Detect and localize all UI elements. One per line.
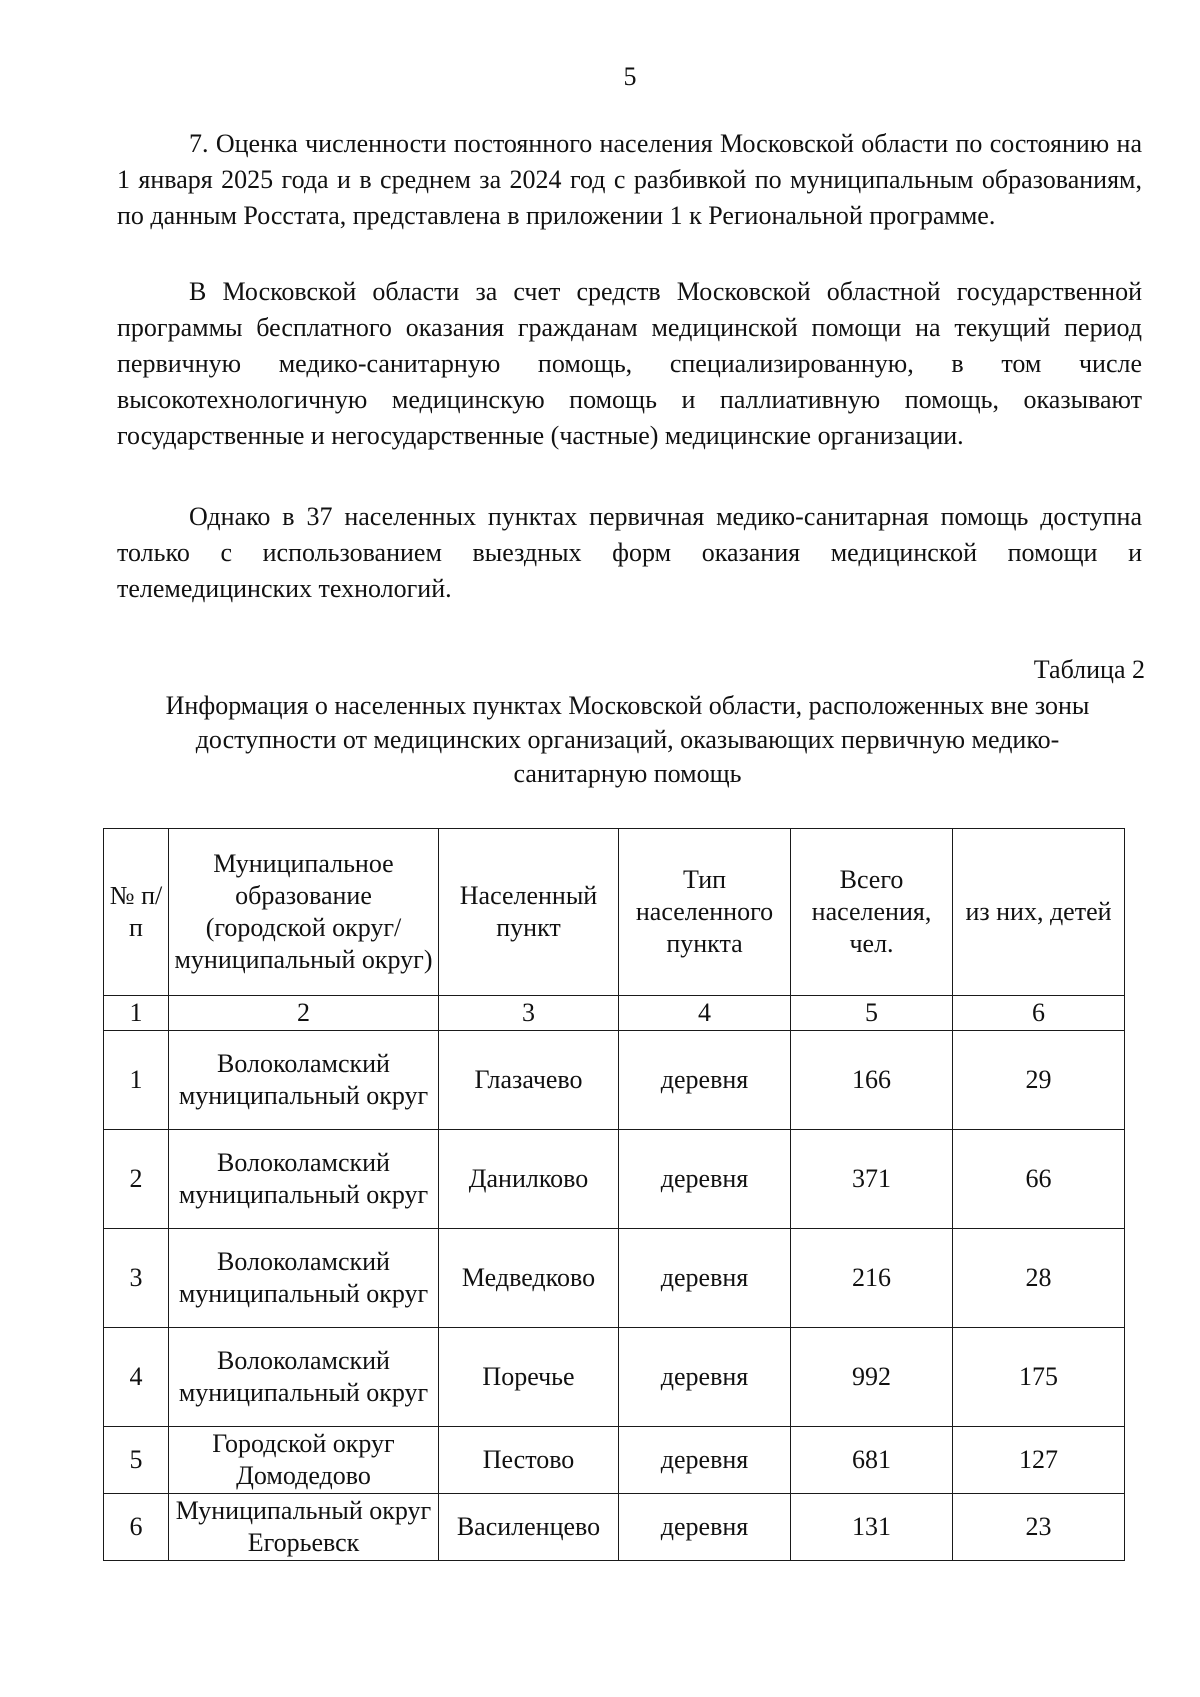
total-population-cell: 216 <box>791 1229 953 1328</box>
header-total-population: Всего населения, чел. <box>791 829 953 996</box>
table-row <box>104 1427 1125 1494</box>
children-cell: 23 <box>953 1494 1125 1561</box>
header-settlement: Населенный пункт <box>439 829 619 996</box>
table-label: Таблица 2 <box>1033 655 1145 684</box>
settlement-type-cell: деревня <box>619 1229 791 1328</box>
table-row <box>104 1130 1125 1229</box>
municipality-cell: Муниципальный округ Егорьевск <box>169 1494 439 1561</box>
children-cell: 29 <box>953 1031 1125 1130</box>
settlement-type-cell: деревня <box>619 1427 791 1494</box>
settlement-cell: Поречье <box>439 1328 619 1427</box>
total-population-cell: 166 <box>791 1031 953 1130</box>
municipality-cell: Городской округ Домодедово <box>169 1427 439 1494</box>
settlement-cell: Пестово <box>439 1427 619 1494</box>
header-municipality: Муниципальное образование (городской округ/ муниципальный округ) <box>169 829 439 996</box>
column-number: 3 <box>439 996 619 1031</box>
total-population-cell: 371 <box>791 1130 953 1229</box>
table-title: Информация о населенных пунктах Московской области, расположенных вне зоны доступности от медицинских организаций, оказывающих первичную медико-санитарную помощь <box>165 691 1090 788</box>
municipality-cell: Волоколамский муниципальный округ <box>169 1031 439 1130</box>
children-cell: 28 <box>953 1229 1125 1328</box>
settlement-type-cell: деревня <box>619 1130 791 1229</box>
municipality-cell: Волоколамский муниципальный округ <box>169 1229 439 1328</box>
row-number: 6 <box>104 1494 169 1561</box>
settlement-cell: Глазачево <box>439 1031 619 1130</box>
children-cell: 66 <box>953 1130 1125 1229</box>
paragraph-remote-settlements: Однако в 37 населенных пунктах первичная медико-санитарная помощь доступна только с использованием выездных форм оказания медицинской помощи и телемедицинских технологий. <box>117 502 1142 603</box>
column-number-row <box>104 996 1125 1031</box>
table-row <box>104 1031 1125 1130</box>
column-number: 5 <box>791 996 953 1031</box>
table-row <box>104 1229 1125 1328</box>
column-number: 6 <box>953 996 1125 1031</box>
header-children: из них, детей <box>953 829 1125 996</box>
settlement-cell: Данилково <box>439 1130 619 1229</box>
table-header-row <box>104 829 1125 996</box>
row-number: 5 <box>104 1427 169 1494</box>
settlement-type-cell: деревня <box>619 1031 791 1130</box>
settlements-table <box>103 828 1125 1561</box>
column-number: 1 <box>104 996 169 1031</box>
row-number: 2 <box>104 1130 169 1229</box>
page-number: 5 <box>623 62 637 91</box>
municipality-cell: Волоколамский муниципальный округ <box>169 1328 439 1427</box>
settlement-cell: Василенцево <box>439 1494 619 1561</box>
settlement-type-cell: деревня <box>619 1494 791 1561</box>
total-population-cell: 681 <box>791 1427 953 1494</box>
paragraph-population-estimate: 7. Оценка численности постоянного населения Московской области по состоянию на 1 января 2025 года и в среднем за 2024 год с разбивкой по муниципальным образованиям, по данным Росстата, представлена в приложении 1 к Региональной программе. <box>117 129 1142 230</box>
total-population-cell: 131 <box>791 1494 953 1561</box>
header-settlement-type: Тип населенного пункта <box>619 829 791 996</box>
header-number: № п/п <box>104 829 169 996</box>
children-cell: 175 <box>953 1328 1125 1427</box>
paragraph-medical-organizations: В Московской области за счет средств Московской областной государственной программы бесплатного оказания гражданам медицинской помощи на текущий период первичную медико-санитарную помощь, специализированную, в том числе высокотехнологичную медицинскую помощь и паллиативную помощь, оказывают государственные и негосударственные (частные) медицинские организации. <box>117 277 1142 450</box>
children-cell: 127 <box>953 1427 1125 1494</box>
municipality-cell: Волоколамский муниципальный округ <box>169 1130 439 1229</box>
row-number: 1 <box>104 1031 169 1130</box>
table-row <box>104 1494 1125 1561</box>
row-number: 4 <box>104 1328 169 1427</box>
total-population-cell: 992 <box>791 1328 953 1427</box>
settlement-cell: Медведково <box>439 1229 619 1328</box>
column-number: 4 <box>619 996 791 1031</box>
column-number: 2 <box>169 996 439 1031</box>
settlement-type-cell: деревня <box>619 1328 791 1427</box>
row-number: 3 <box>104 1229 169 1328</box>
table-row <box>104 1328 1125 1427</box>
